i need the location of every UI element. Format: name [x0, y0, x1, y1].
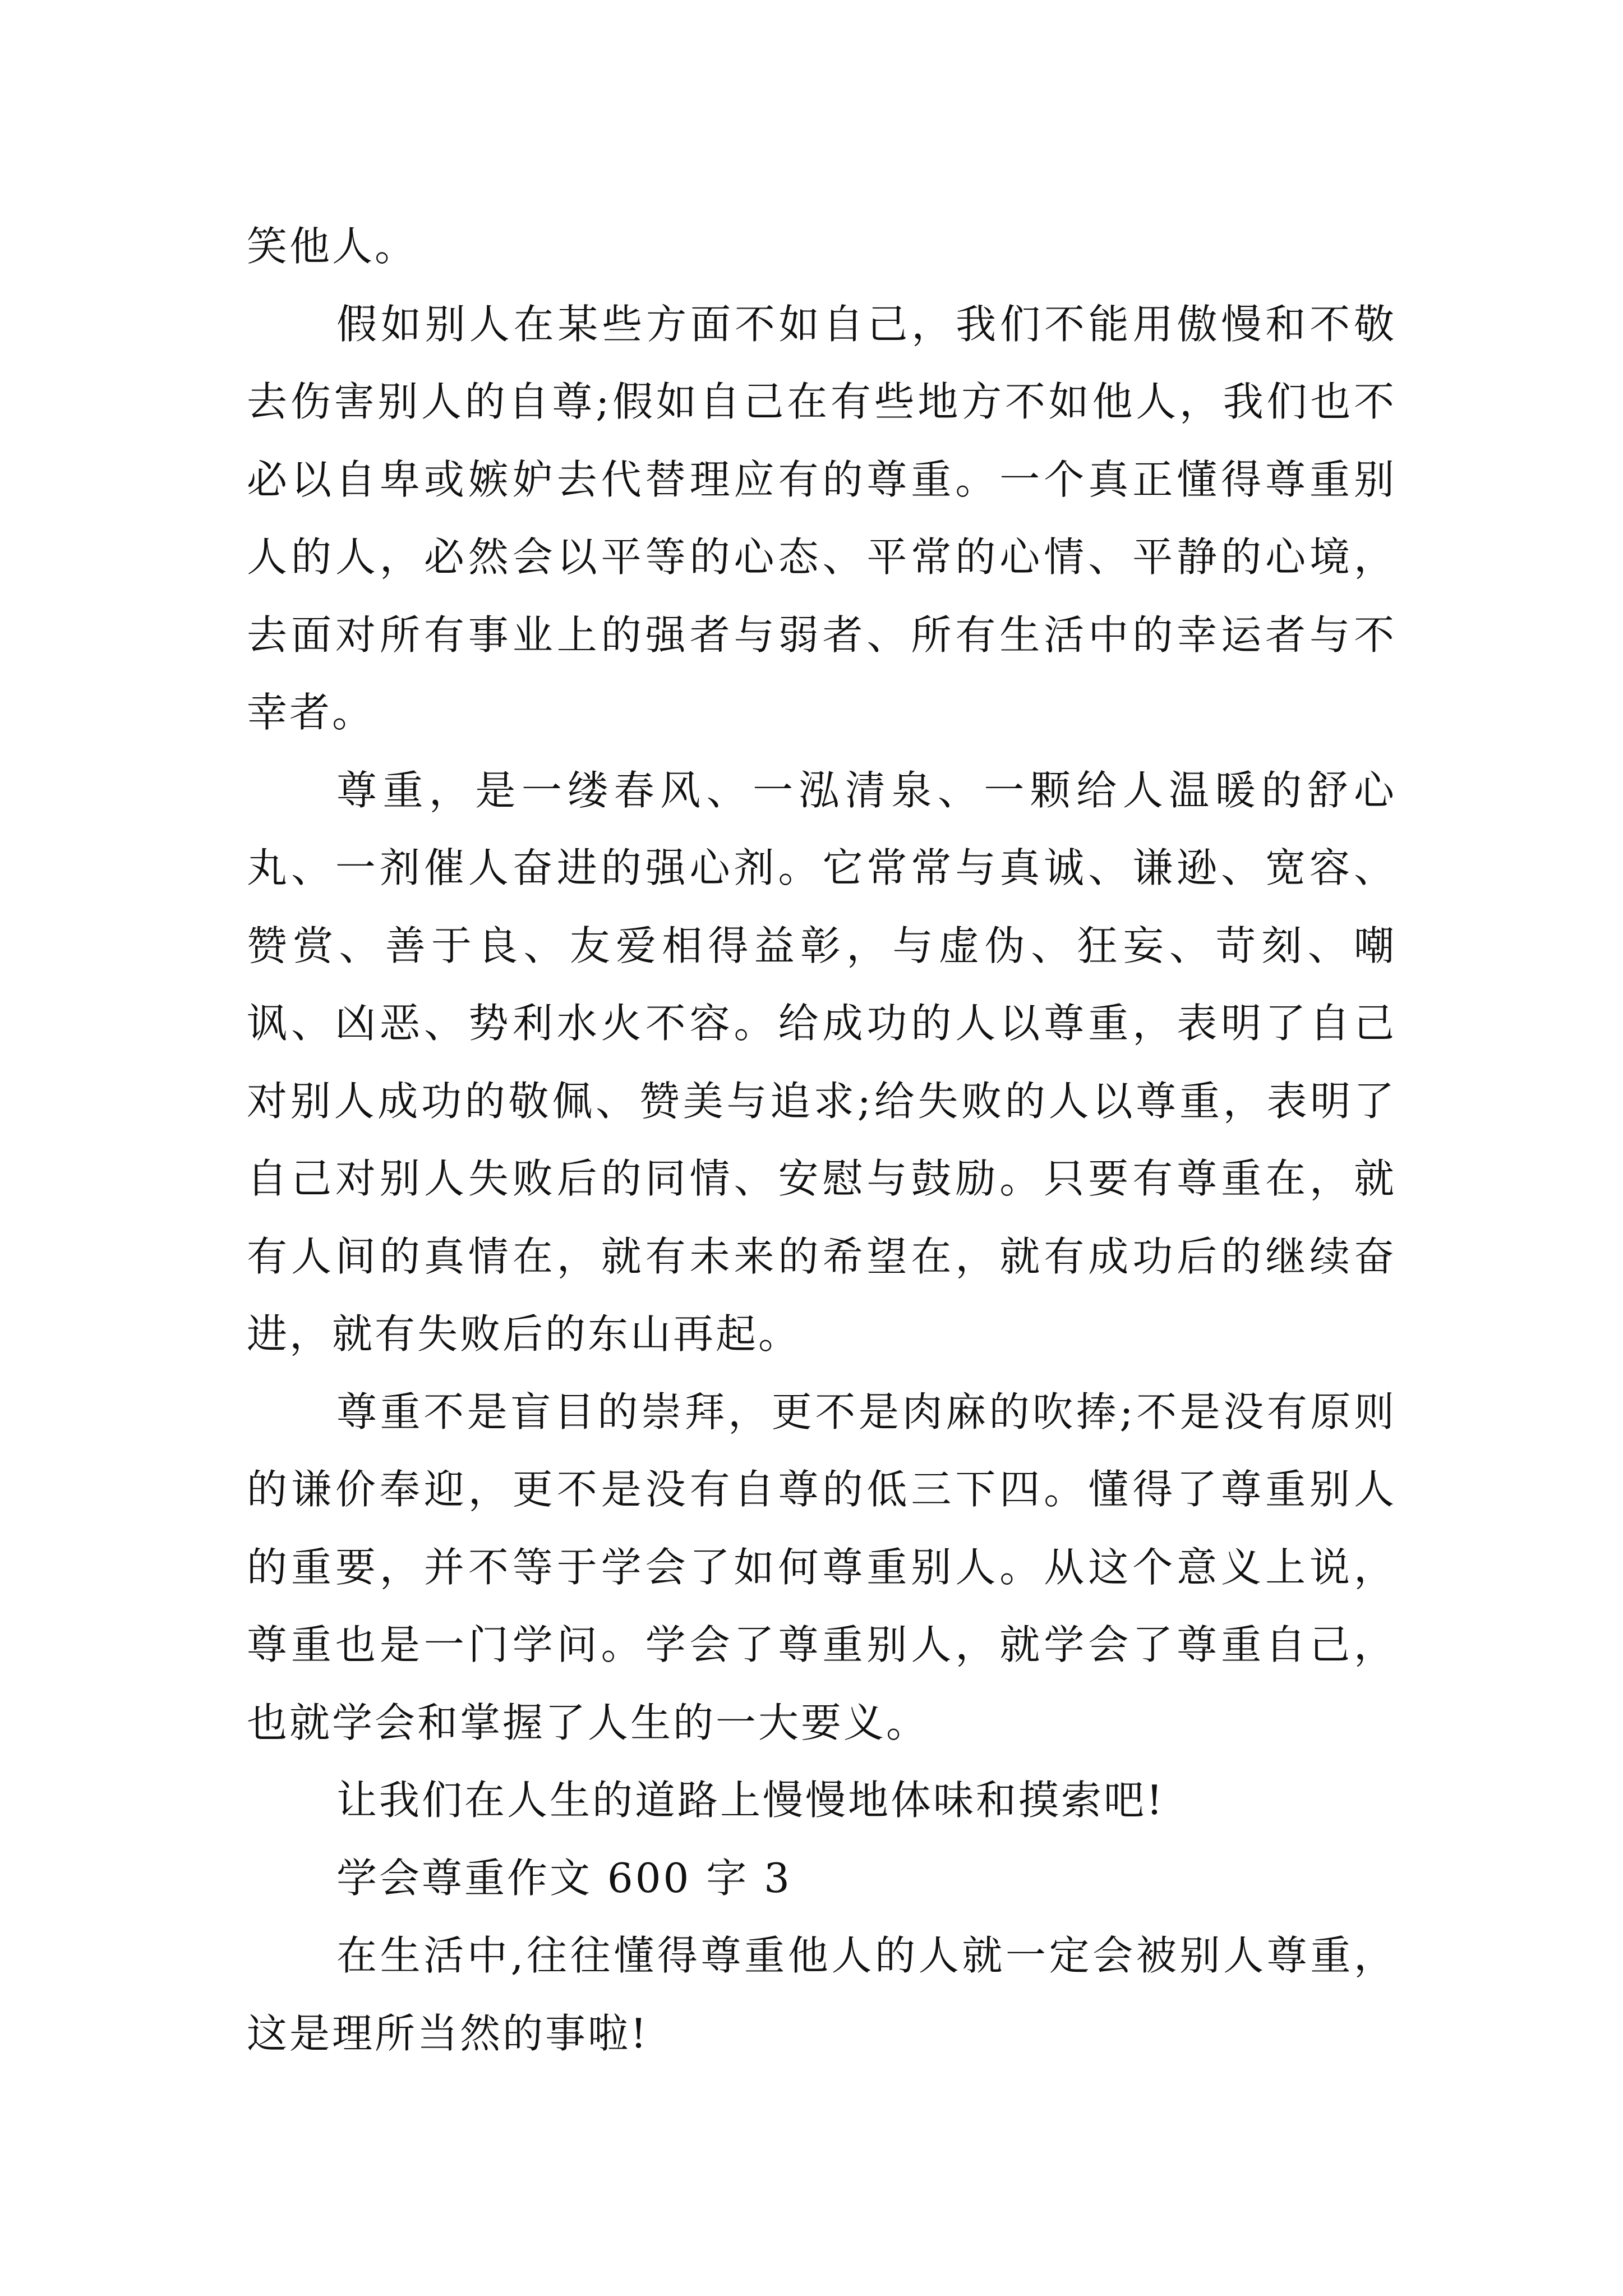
paragraph-2: 假如别人在某些方面不如自己，我们不能用傲慢和不敬去伤害别人的自尊;假如自己在有些地方不如他人，我们也不必以自卑或嫉妒去代替理应有的尊重。一个真正懂得尊重别人的人，必然会以平等的心态、平常的心情、平静的心境，去面对所有事业上的强者与弱者、所有生活中的幸运者与不幸者。: [247, 300, 1396, 736]
paragraph-4: 尊重不是盲目的崇拜，更不是肉麻的吹捧;不是没有原则的谦价奉迎，更不是没有自尊的低三下四。懂得了尊重别人的重要，并不等于学会了如何尊重别人。从这个意义上说，尊重也是一门学问。学会了尊重别人，就学会了尊重自己，也就学会和掌握了人生的一大要义。: [247, 1388, 1396, 1746]
paragraph-1: 笑他人。: [247, 223, 418, 270]
paragraph-5: 让我们在人生的道路上慢慢地体味和摸索吧!: [336, 1777, 1165, 1824]
section-heading: 学会尊重作文 600 字 3: [336, 1854, 792, 1902]
paragraph-6: 在生活中,往往懂得尊重他人的人就一定会被别人尊重，这是理所当然的事啦!: [247, 1932, 1396, 2057]
paragraph-3: 尊重，是一缕春风、一泓清泉、一颗给人温暖的舒心丸、一剂催人奋进的强心剂。它常常与真诚、谦逊、宽容、赞赏、善于良、友爱相得益彰，与虚伪、狂妄、苛刻、嘲讽、凶恶、势利水火不容。给成功的人以尊重，表明了自己对别人成功的敬佩、赞美与追求;给失败的人以尊重，表明了自己对别人失败后的同情、安慰与鼓励。只要有尊重在，就有人间的真情在，就有未来的希望在，就有成功后的继续奋进，就有失败后的东山再起。: [247, 766, 1396, 1358]
document-body: [247, 208, 1396, 2072]
